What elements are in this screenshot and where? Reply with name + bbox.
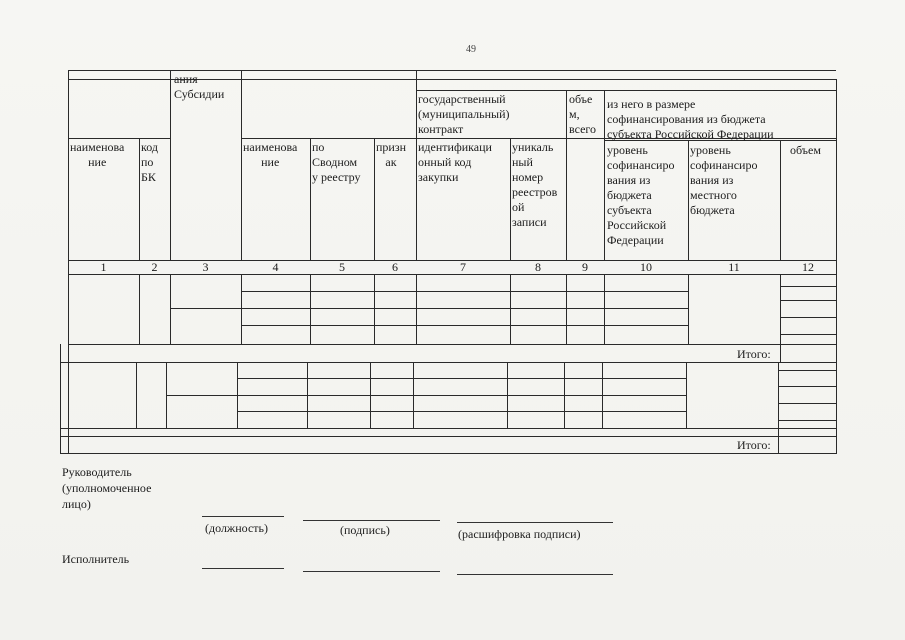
column-number-3: 3 <box>202 260 209 274</box>
page-number: 49 <box>466 44 476 55</box>
header-col7-purchase-code: идентификаци онный код закупки <box>418 140 492 184</box>
header-cofinancing: из него в размере софинансирования из бюджета субъекта Российской Федерации <box>607 97 774 141</box>
header-col6-sign: призн ак <box>376 140 407 169</box>
header-col8-registry-number: уникаль ный номер реестров ой записи <box>512 140 558 229</box>
column-number-12: 12 <box>802 260 814 274</box>
column-number-6: 6 <box>392 260 398 274</box>
signature-line <box>303 520 440 521</box>
executor-signature-line <box>303 571 440 572</box>
position-caption: (должность) <box>205 521 268 535</box>
decode-caption: (расшифровка подписи) <box>458 527 581 541</box>
header-col1-name: наименова ние <box>70 140 125 169</box>
column-number-8: 8 <box>535 260 541 274</box>
executor-position-line <box>202 568 284 569</box>
signature-caption: (подпись) <box>340 523 390 537</box>
header-col11-local-level: уровень софинансиро вания из местного бюджета <box>690 143 758 217</box>
column-number-1: 1 <box>100 260 107 274</box>
column-number-10: 10 <box>640 260 652 274</box>
head-label: Руководитель (уполномоченное лицо) <box>62 465 152 511</box>
column-number-5: 5 <box>339 260 345 274</box>
column-number-2: 2 <box>151 260 158 274</box>
header-col10-regional-level: уровень софинансиро вания из бюджета субъекта Российской Федерации <box>607 143 675 247</box>
column-number-4: 4 <box>272 260 279 274</box>
header-col12-volume: объем <box>790 143 821 157</box>
column-number-9: 9 <box>582 260 588 274</box>
total-label-2: Итого: <box>737 438 771 452</box>
header-col2-kbk: код по БК <box>141 140 158 184</box>
total-label-1: Итого: <box>737 347 771 361</box>
header-volume-total: объе м, всего <box>569 92 597 136</box>
header-col5-registry: по Сводном у реестру <box>312 140 361 184</box>
position-line <box>202 516 284 517</box>
column-number-7: 7 <box>460 260 466 274</box>
executor-label: Исполнитель <box>62 552 130 566</box>
executor-decode-line <box>457 574 613 575</box>
decode-line <box>457 522 613 523</box>
column-number-11: 11 <box>728 260 740 274</box>
header-col4-name: наименова ние <box>243 140 298 169</box>
header-subsidy: ания Субсидии <box>174 72 225 101</box>
header-gov-contract: государственный (муниципальный) контракт <box>418 92 510 136</box>
